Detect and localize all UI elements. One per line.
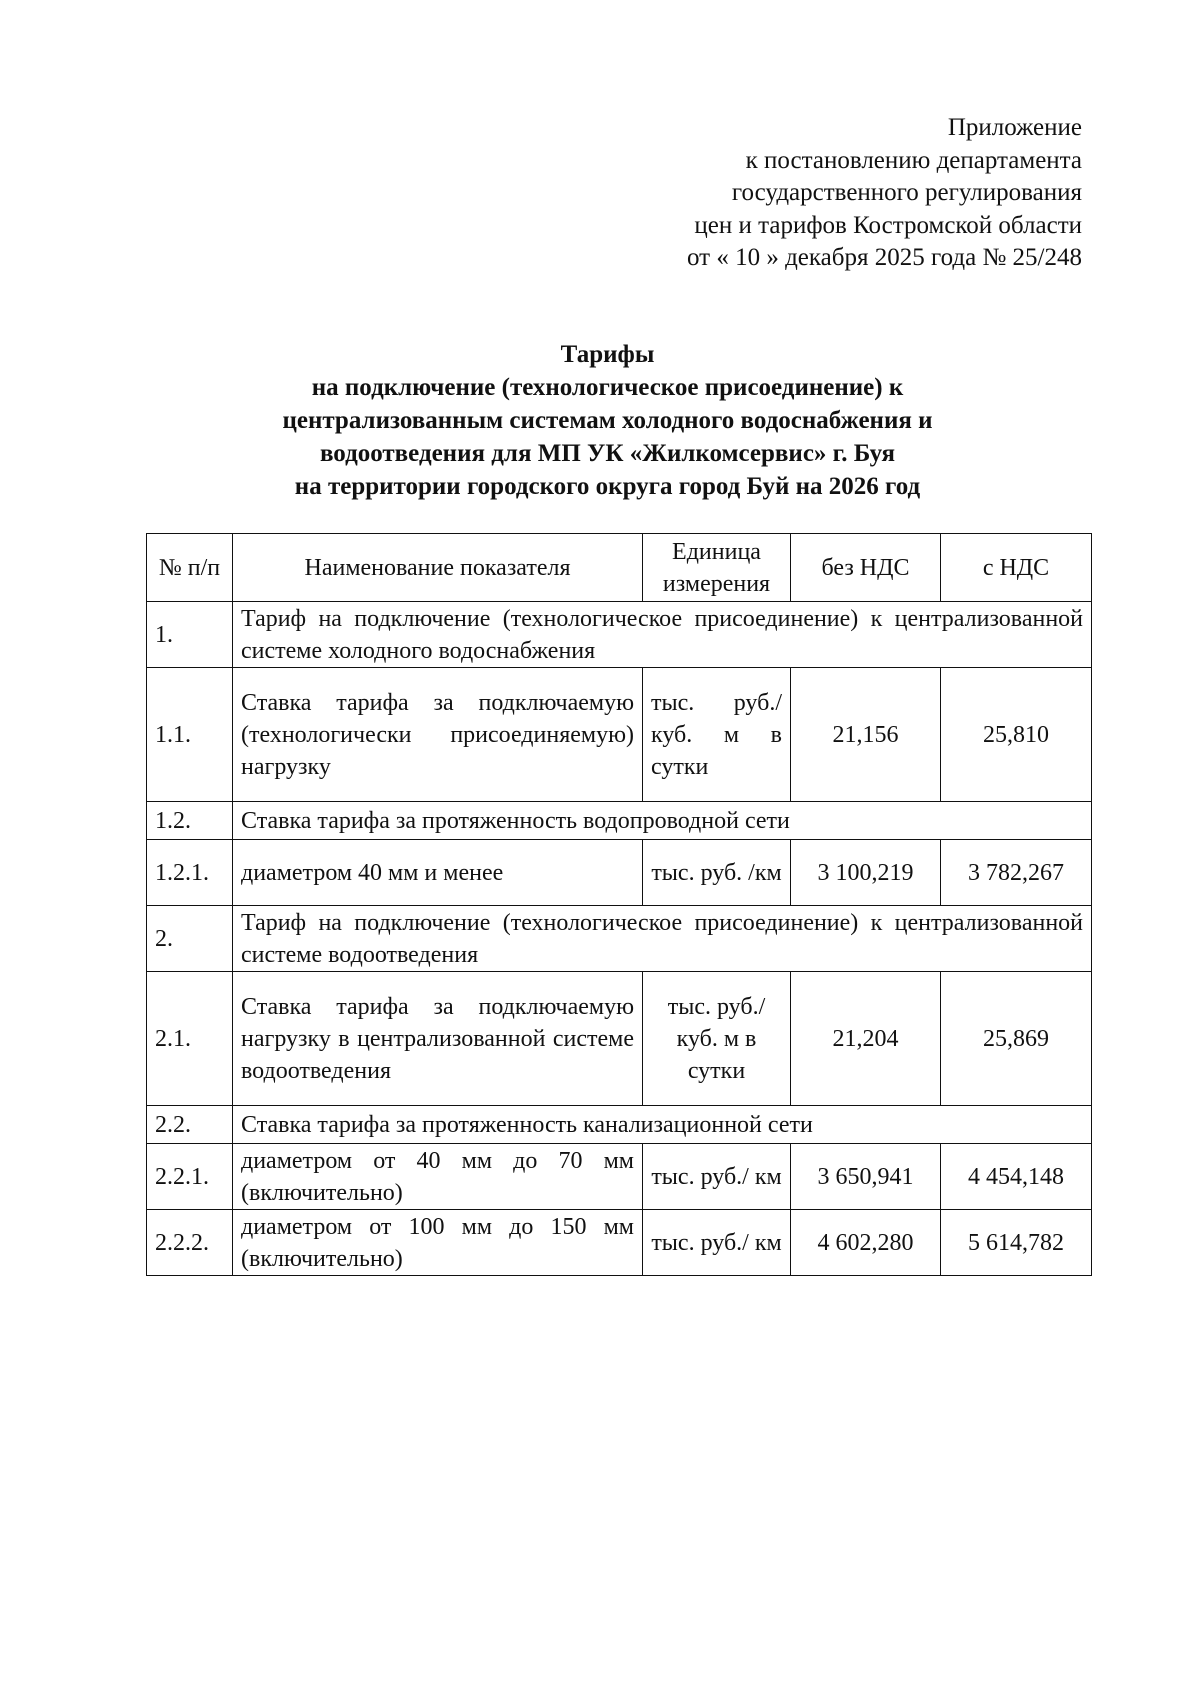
row-number: 2. — [147, 906, 233, 972]
title-line: на территории городского округа город Буй на 2026 год — [294, 473, 921, 500]
row-value-without-vat: 3 100,219 — [791, 840, 941, 906]
appendix-line: от « 10 » декабря 2025 года № 25/248 — [686, 244, 1082, 271]
table-row — [147, 840, 1092, 906]
tariffs-table — [146, 533, 1092, 1276]
table-row — [147, 972, 1092, 1106]
document-title — [135, 338, 1080, 503]
appendix-line: к постановлению департамента — [745, 146, 1082, 174]
row-value-with-vat: 5 614,782 — [941, 1210, 1092, 1276]
row-value-without-vat: 21,204 — [791, 972, 941, 1106]
title-line: на подключение (технологическое присоединение) к — [311, 374, 904, 401]
header-number: № п/п — [147, 534, 233, 602]
row-number: 1.2.1. — [147, 840, 233, 906]
row-unit: тыс. руб. /км — [643, 840, 791, 906]
row-value-with-vat: 25,869 — [941, 972, 1092, 1106]
header-without-vat: без НДС — [791, 534, 941, 602]
row-number: 2.2. — [147, 1106, 233, 1144]
header-unit: Единица измерения — [643, 534, 791, 602]
table-row — [147, 1210, 1092, 1276]
row-section-text: Ставка тарифа за протяженность канализационной сети — [233, 1106, 1092, 1144]
row-value-with-vat: 4 454,148 — [941, 1144, 1092, 1210]
title-line: Тарифы — [560, 341, 655, 368]
table-row — [147, 1106, 1092, 1144]
table-row — [147, 602, 1092, 668]
appendix-block — [482, 112, 1082, 275]
row-indicator-name: Ставка тарифа за подключаемую нагрузку в централизованной системе водоотведения — [233, 972, 643, 1106]
row-indicator-name: диаметром от 100 мм до 150 мм (включительно) — [233, 1210, 643, 1276]
title-line: централизованным системам холодного водоснабжения и — [282, 407, 933, 434]
row-value-with-vat: 25,810 — [941, 668, 1092, 802]
row-number: 2.2.2. — [147, 1210, 233, 1276]
table-row — [147, 802, 1092, 840]
row-number: 2.2.1. — [147, 1144, 233, 1210]
title-line: водоотведения для МП УК «Жилкомсервис» г. Буя — [319, 440, 896, 467]
appendix-line: государственного регулирования — [731, 179, 1082, 206]
row-unit: тыс. руб./ км — [643, 1210, 791, 1276]
row-indicator-name: диаметром 40 мм и менее — [233, 840, 643, 906]
row-unit: тыс. руб./ км — [643, 1144, 791, 1210]
header-indicator-name: Наименование показателя — [233, 534, 643, 602]
row-unit: тыс. руб./ куб. м в сутки — [643, 972, 791, 1106]
row-indicator-name: диаметром от 40 мм до 70 мм (включительно) — [233, 1144, 643, 1210]
table-row — [147, 1144, 1092, 1210]
row-value-without-vat: 3 650,941 — [791, 1144, 941, 1210]
row-number: 1.2. — [147, 802, 233, 840]
row-value-without-vat: 21,156 — [791, 668, 941, 802]
table-row — [147, 906, 1092, 972]
appendix-line: цен и тарифов Костромской области — [694, 211, 1082, 239]
row-unit: тыс. руб./ куб. м в сутки — [643, 668, 791, 802]
row-section-text: Тариф на подключение (технологическое присоединение) к централизованной системе холодного водоснабжения — [233, 602, 1092, 668]
appendix-line: Приложение — [947, 114, 1082, 141]
row-indicator-name: Ставка тарифа за подключаемую (технологически присоединяемую) нагрузку — [233, 668, 643, 802]
table-row — [147, 668, 1092, 802]
row-section-text: Тариф на подключение (технологическое присоединение) к централизованной системе водоотведения — [233, 906, 1092, 972]
row-number: 2.1. — [147, 972, 233, 1106]
row-value-with-vat: 3 782,267 — [941, 840, 1092, 906]
header-with-vat: с НДС — [941, 534, 1092, 602]
row-number: 1.1. — [147, 668, 233, 802]
row-section-text: Ставка тарифа за протяженность водопроводной сети — [233, 802, 1092, 840]
table-header-row — [147, 534, 1092, 602]
row-value-without-vat: 4 602,280 — [791, 1210, 941, 1276]
row-number: 1. — [147, 602, 233, 668]
